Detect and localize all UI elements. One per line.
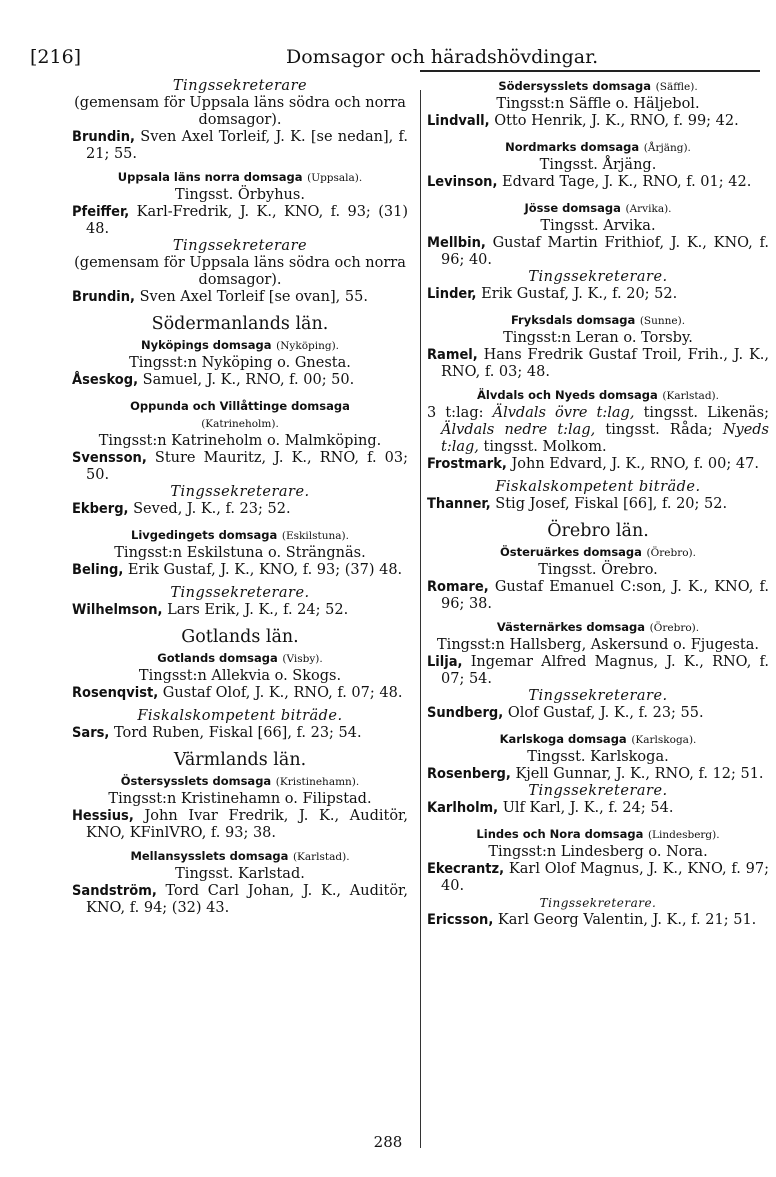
entry-text: Gustaf Olof, J. K., RNO, f. 07; 48. — [162, 685, 403, 701]
county-heading: Gotlands län. — [181, 627, 299, 647]
tingslag-text: tingsst. Molkom. — [483, 439, 607, 455]
column-divider — [420, 90, 421, 1148]
entry — [427, 861, 769, 895]
domsaga-heading — [72, 398, 408, 415]
domsaga-seat: (Eskilstuna). — [281, 530, 349, 542]
domsaga-name: Österuärkes domsaga — [500, 545, 642, 559]
tingsst: Tingsst:n Leran o. Torsby. — [503, 330, 693, 346]
entry-name: Sars, — [72, 725, 110, 741]
domsaga-name: Västernärkes domsaga — [496, 620, 646, 634]
domsaga-heading — [427, 387, 769, 405]
entry-text: Ingemar Alfred Magnus, J. K., RNO, f. 07; 54. — [441, 654, 769, 687]
domsaga-seat: (Kristinehamn). — [275, 776, 360, 788]
tingsst: Tingsst. Årjäng. — [539, 157, 657, 173]
domsaga-name: Nordmarks domsaga — [505, 140, 640, 154]
domsaga-seat: (Karlstad). — [662, 390, 719, 402]
entry-name: Åseskog, — [72, 372, 139, 388]
domsaga-seat: (Arvika). — [625, 203, 672, 215]
domsaga-seat: (Nyköping). — [276, 340, 340, 352]
domsaga-name: Östersysslets domsaga — [120, 774, 272, 788]
domsaga-heading — [427, 78, 769, 96]
entry-name: Ekecrantz, — [427, 861, 505, 877]
domsaga-name: Uppsala läns norra domsaga — [117, 170, 303, 184]
entry-text: Erik Gustaf, J. K., f. 20; 52. — [481, 286, 678, 302]
entry — [427, 496, 769, 513]
entry — [72, 372, 408, 389]
tingslag-name: Nyeds t:lag, — [441, 422, 769, 455]
entry — [72, 501, 408, 518]
page-number: [216] — [30, 46, 82, 68]
entry-text: Edvard Tage, J. K., RNO, f. 01; 42. — [502, 174, 752, 190]
entry-text: Gustaf Martin Frithiof, J. K., KNO, f. 96; 40. — [441, 235, 769, 268]
page-title: Domsagor och häradshövdingar. — [286, 46, 599, 68]
tingsst: Tingsst:n Hallsberg, Askersund o. Fjugesta. — [437, 637, 759, 653]
section-heading: Tingssekreterare. — [170, 585, 310, 601]
entry-text: Tord Carl Johan, J. K., Auditör, KNO, f. 94; (32) 43. — [86, 883, 408, 916]
entry-text: Sven Axel Torleif [se ovan], 55. — [139, 289, 368, 305]
section-heading: Tingssekreterare. — [528, 269, 668, 285]
tingslag-description — [427, 405, 769, 456]
entry — [427, 705, 769, 722]
section-heading: Fiskalskompetent biträde. — [137, 708, 343, 724]
domsaga-heading — [427, 200, 769, 218]
domsaga-name: Fryksdals domsaga — [510, 313, 636, 327]
domsaga-seat: (Katrineholm). — [201, 418, 279, 430]
section-heading: Tingssekreterare. — [170, 484, 310, 500]
tingsst: Tingsst:n Allekvia o. Skogs. — [138, 668, 342, 684]
entry-name: Sandström, — [72, 883, 157, 899]
domsaga-heading — [72, 848, 408, 866]
entry-text: Sven Axel Torleif, J. K. [se nedan], f. 21; 55. — [86, 129, 408, 162]
entry — [427, 654, 769, 688]
entry-name: Levinson, — [427, 174, 498, 190]
note: (gemensam för Uppsala läns södra och norra domsagor). — [74, 95, 406, 128]
domsaga-heading — [72, 650, 408, 668]
entry — [427, 766, 769, 783]
domsaga-name: Älvdals och Nyeds domsaga — [477, 388, 658, 402]
entry-name: Rosenberg, — [427, 766, 511, 782]
domsaga-heading — [72, 773, 408, 791]
entry-text: Stig Josef, Fiskal [66], f. 20; 52. — [495, 496, 728, 512]
tingslag-name: Älvdals övre t:lag, — [492, 405, 635, 421]
tingsst: Tingsst. Arvika. — [540, 218, 656, 234]
domsaga-heading — [72, 337, 408, 355]
entry-text: Seved, J. K., f. 23; 52. — [133, 501, 291, 517]
entry — [427, 235, 769, 269]
domsaga-seat: (Sunne). — [639, 315, 686, 327]
tingsst: Tingsst:n Eskilstuna o. Strängnäs. — [114, 545, 366, 561]
entry-name: Brundin, — [72, 129, 136, 145]
entry-name: Ramel, — [427, 347, 478, 363]
domsaga-name: Karlskoga domsaga — [499, 732, 627, 746]
domsaga-seat: (Karlstad). — [292, 851, 350, 863]
footer-page-number: 288 — [373, 1133, 403, 1151]
entry-text: Hans Fredrik Gustaf Troil, Frih., J. K., RNO, f. 03; 48. — [441, 347, 770, 380]
domsaga-name: Oppunda och Villåttinge domsaga — [130, 399, 350, 413]
entry-name: Wilhelmson, — [72, 602, 163, 618]
tingsst: Tingsst. Örebro. — [538, 562, 658, 578]
county-heading: Södermanlands län. — [151, 314, 329, 334]
entry-name: Romare, — [427, 579, 489, 595]
entry — [72, 450, 408, 484]
domsaga-heading — [427, 544, 769, 562]
entry-text: Samuel, J. K., RNO, f. 00; 50. — [142, 372, 355, 388]
tingslag-name: Älvdals nedre t:lag, — [441, 422, 596, 438]
entry-text: Kjell Gunnar, J. K., RNO, f. 12; 51. — [515, 766, 764, 782]
domsaga-seat: (Örebro). — [646, 547, 696, 559]
entry-name: Frostmark, — [427, 456, 507, 472]
domsaga-seat: (Årjäng). — [643, 142, 691, 154]
entry-name: Lindvall, — [427, 113, 490, 129]
entry-text: Gustaf Emanuel C:son, J. K., KNO, f. 96; 38. — [441, 579, 769, 612]
domsaga-name: Jösse domsaga — [524, 201, 621, 215]
entry-text: Karl Olof Magnus, J. K., KNO, f. 97; 40. — [441, 861, 770, 894]
domsaga-name: Gotlands domsaga — [157, 651, 278, 665]
domsaga-heading — [427, 619, 769, 637]
county-heading: Värmlands län. — [173, 750, 307, 770]
section-heading: Tingssekreterare. — [528, 688, 668, 704]
tingslag-text: 3 t:lag: — [427, 405, 484, 421]
tingsst: Tingsst. Karlskoga. — [527, 749, 669, 765]
domsaga-name: Livgedingets domsaga — [131, 528, 278, 542]
entry-text: Sture Mauritz, J. K., RNO, f. 03; 50. — [86, 450, 408, 483]
section-heading: Tingssekreterare — [172, 238, 308, 254]
tingsst: Tingsst:n Lindesberg o. Nora. — [488, 844, 708, 860]
header-rule — [420, 70, 760, 72]
entry — [427, 579, 769, 613]
county-heading: Örebro län. — [547, 521, 649, 541]
domsaga-name: Södersysslets domsaga — [498, 79, 652, 93]
entry-text: Otto Henrik, J. K., RNO, f. 99; 42. — [494, 113, 739, 129]
right-column — [427, 78, 769, 929]
entry-name: Lilja, — [427, 654, 463, 670]
entry — [72, 808, 408, 842]
entry — [72, 562, 408, 579]
entry — [427, 347, 769, 381]
entry — [427, 113, 769, 130]
entry-text: Karl-Fredrik, J. K., KNO, f. 93; (31) 48. — [86, 204, 408, 237]
domsaga-seat: (Säffle). — [655, 81, 698, 93]
entry-text: John Ivar Fredrik, J. K., Auditör, KNO, KFinlVRO, f. 93; 38. — [86, 808, 408, 841]
domsaga-heading — [72, 169, 408, 187]
entry-text: Olof Gustaf, J. K., f. 23; 55. — [507, 705, 704, 721]
entry-name: Mellbin, — [427, 235, 486, 251]
entry-name: Rosenqvist, — [72, 685, 159, 701]
entry-name: Karlholm, — [427, 800, 499, 816]
left-column — [72, 78, 408, 917]
entry-text: Erik Gustaf, J. K., KNO, f. 93; (37) 48. — [127, 562, 403, 578]
section-heading: Tingssekreterare. — [539, 896, 657, 910]
domsaga-heading — [427, 139, 769, 157]
entry — [72, 129, 408, 163]
entry-text: Ulf Karl, J. K., f. 24; 54. — [502, 800, 674, 816]
domsaga-name: Lindes och Nora domsaga — [476, 827, 644, 841]
entry-name: Hessius, — [72, 808, 134, 824]
entry-name: Brundin, — [72, 289, 136, 305]
entry — [72, 602, 408, 619]
entry — [427, 456, 769, 473]
entry — [72, 685, 408, 702]
note: (gemensam för Uppsala läns södra och norra domsagor). — [74, 255, 406, 288]
tingsst: Tingsst. Karlstad. — [175, 866, 305, 882]
entry-name: Sundberg, — [427, 705, 504, 721]
section-heading: Tingssekreterare — [172, 78, 308, 94]
entry — [72, 289, 408, 306]
domsaga-seat: (Uppsala). — [307, 172, 363, 184]
entry — [72, 204, 408, 238]
tingsst: Tingsst:n Katrineholm o. Malmköping. — [98, 433, 382, 449]
tingslag-text: tingsst. Likenäs; — [643, 405, 770, 421]
domsaga-seat: (Visby). — [282, 653, 323, 665]
section-heading: Tingssekreterare. — [528, 783, 668, 799]
tingsst: Tingsst:n Säffle o. Häljebol. — [496, 96, 700, 112]
tingsst: Tingsst. Örbyhus. — [175, 187, 305, 203]
entry-name: Linder, — [427, 286, 477, 302]
entry — [427, 912, 769, 929]
entry-text: Lars Erik, J. K., f. 24; 52. — [167, 602, 349, 618]
section-heading: Fiskalskompetent biträde. — [495, 479, 701, 495]
domsaga-seat: (Karlskoga). — [631, 734, 697, 746]
domsaga-seat: (Lindesberg). — [647, 829, 720, 841]
domsaga-seat-line — [72, 415, 408, 433]
domsaga-name: Mellansysslets domsaga — [130, 849, 289, 863]
domsaga-heading — [427, 312, 769, 330]
entry — [427, 286, 769, 303]
entry-text: Tord Ruben, Fiskal [66], f. 23; 54. — [113, 725, 362, 741]
entry-text: John Edvard, J. K., RNO, f. 00; 47. — [511, 456, 759, 472]
tingsst: Tingsst:n Nyköping o. Gnesta. — [129, 355, 351, 371]
entry-name: Ekberg, — [72, 501, 129, 517]
domsaga-heading — [427, 826, 769, 844]
domsaga-seat: (Örebro). — [649, 622, 700, 634]
entry-name: Beling, — [72, 562, 124, 578]
tingslag-text: tingsst. Råda; — [605, 422, 713, 438]
domsaga-heading — [72, 527, 408, 545]
entry-name: Ericsson, — [427, 912, 494, 928]
entry — [427, 800, 769, 817]
entry — [72, 883, 408, 917]
entry-text: Karl Georg Valentin, J. K., f. 21; 51. — [497, 912, 757, 928]
entry — [427, 174, 769, 191]
domsaga-name: Nyköpings domsaga — [140, 338, 272, 352]
entry-name: Svensson, — [72, 450, 147, 466]
entry — [72, 725, 408, 742]
entry-name: Thanner, — [427, 496, 491, 512]
tingsst: Tingsst:n Kristinehamn o. Filipstad. — [108, 791, 372, 807]
domsaga-heading — [427, 731, 769, 749]
entry-name: Pfeiffer, — [72, 204, 130, 220]
